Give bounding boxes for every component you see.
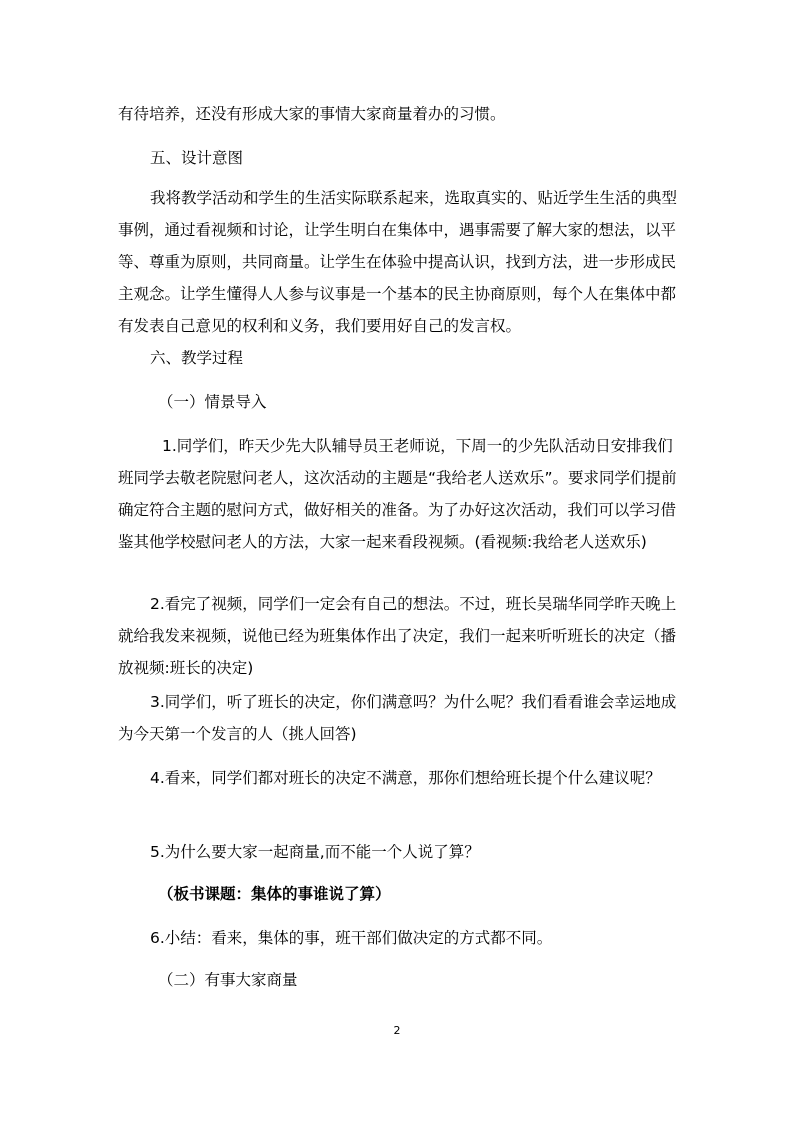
paragraph-step-2: 2.看完了视频，同学们一定会有自己的想法。不过，班长吴瑞华同学昨天晚上就给我发来视频，说他已经为班集体作出了决定，我们一起来听听班长的决定（播放视频:班长的决定) [118,595,677,677]
paragraph-step-1: 1.同学们，昨天少先大队辅导员王老师说，下周一的少先队活动日安排我们班同学去敬老院慰问老人，这次活动的主题是“我给老人送欢乐”。要求同学们提前确定符合主题的慰问方式，做好相关的准备。为了办好这次活动，我们可以学习借鉴其他学校慰问老人的方法，大家一起来看段视频。(看视频:我给老人送欢乐) [118,437,677,551]
paragraph-design-intent: 我将教学活动和学生的生活实际联系起来，选取真实的、贴近学生生活的典型事例，通过看视频和讨论，让学生明白在集体中，遇事需要了解大家的想法，以平等、尊重为原则，共同商量。让学生在体验中提高认识，找到方法，进一步形成民主观念。让学生懂得人人参与议事是一个基本的民主协商原则，每个人在集体中都有发表自己意见的权利和义务，我们要用好自己的发言权。 [118,189,678,335]
section-heading-design-intent: 五、设计意图 [150,149,244,167]
paragraph-step-6-summary: 6.小结：看来，集体的事，班干部们做决定的方式都不同。 [150,929,553,947]
blackboard-title-note: （板书课题：集体的事谁说了算） [158,885,391,903]
paragraph-step-4: 4.看来，同学们都对班长的决定不满意，那你们想给班长提个什么建议呢？ [150,769,661,787]
section-heading-teaching-process: 六、教学过程 [150,349,244,367]
subsection-heading-discuss-together: （二）有事大家商量 [158,971,298,989]
paragraph-step-3: 3.同学们，听了班长的决定，你们满意吗？为什么呢？我们看看谁会幸运地成为今天第一个发言的人（挑人回答) [118,693,677,743]
paragraph-step-5: 5.为什么要大家一起商量,而不能一个人说了算？ [150,843,480,861]
subsection-heading-scenario-intro: （一）情景导入 [158,393,267,411]
paragraph-continuation: 有待培养，还没有形成大家的事情大家商量着办的习惯。 [118,105,506,123]
page-number: 2 [393,1024,401,1037]
